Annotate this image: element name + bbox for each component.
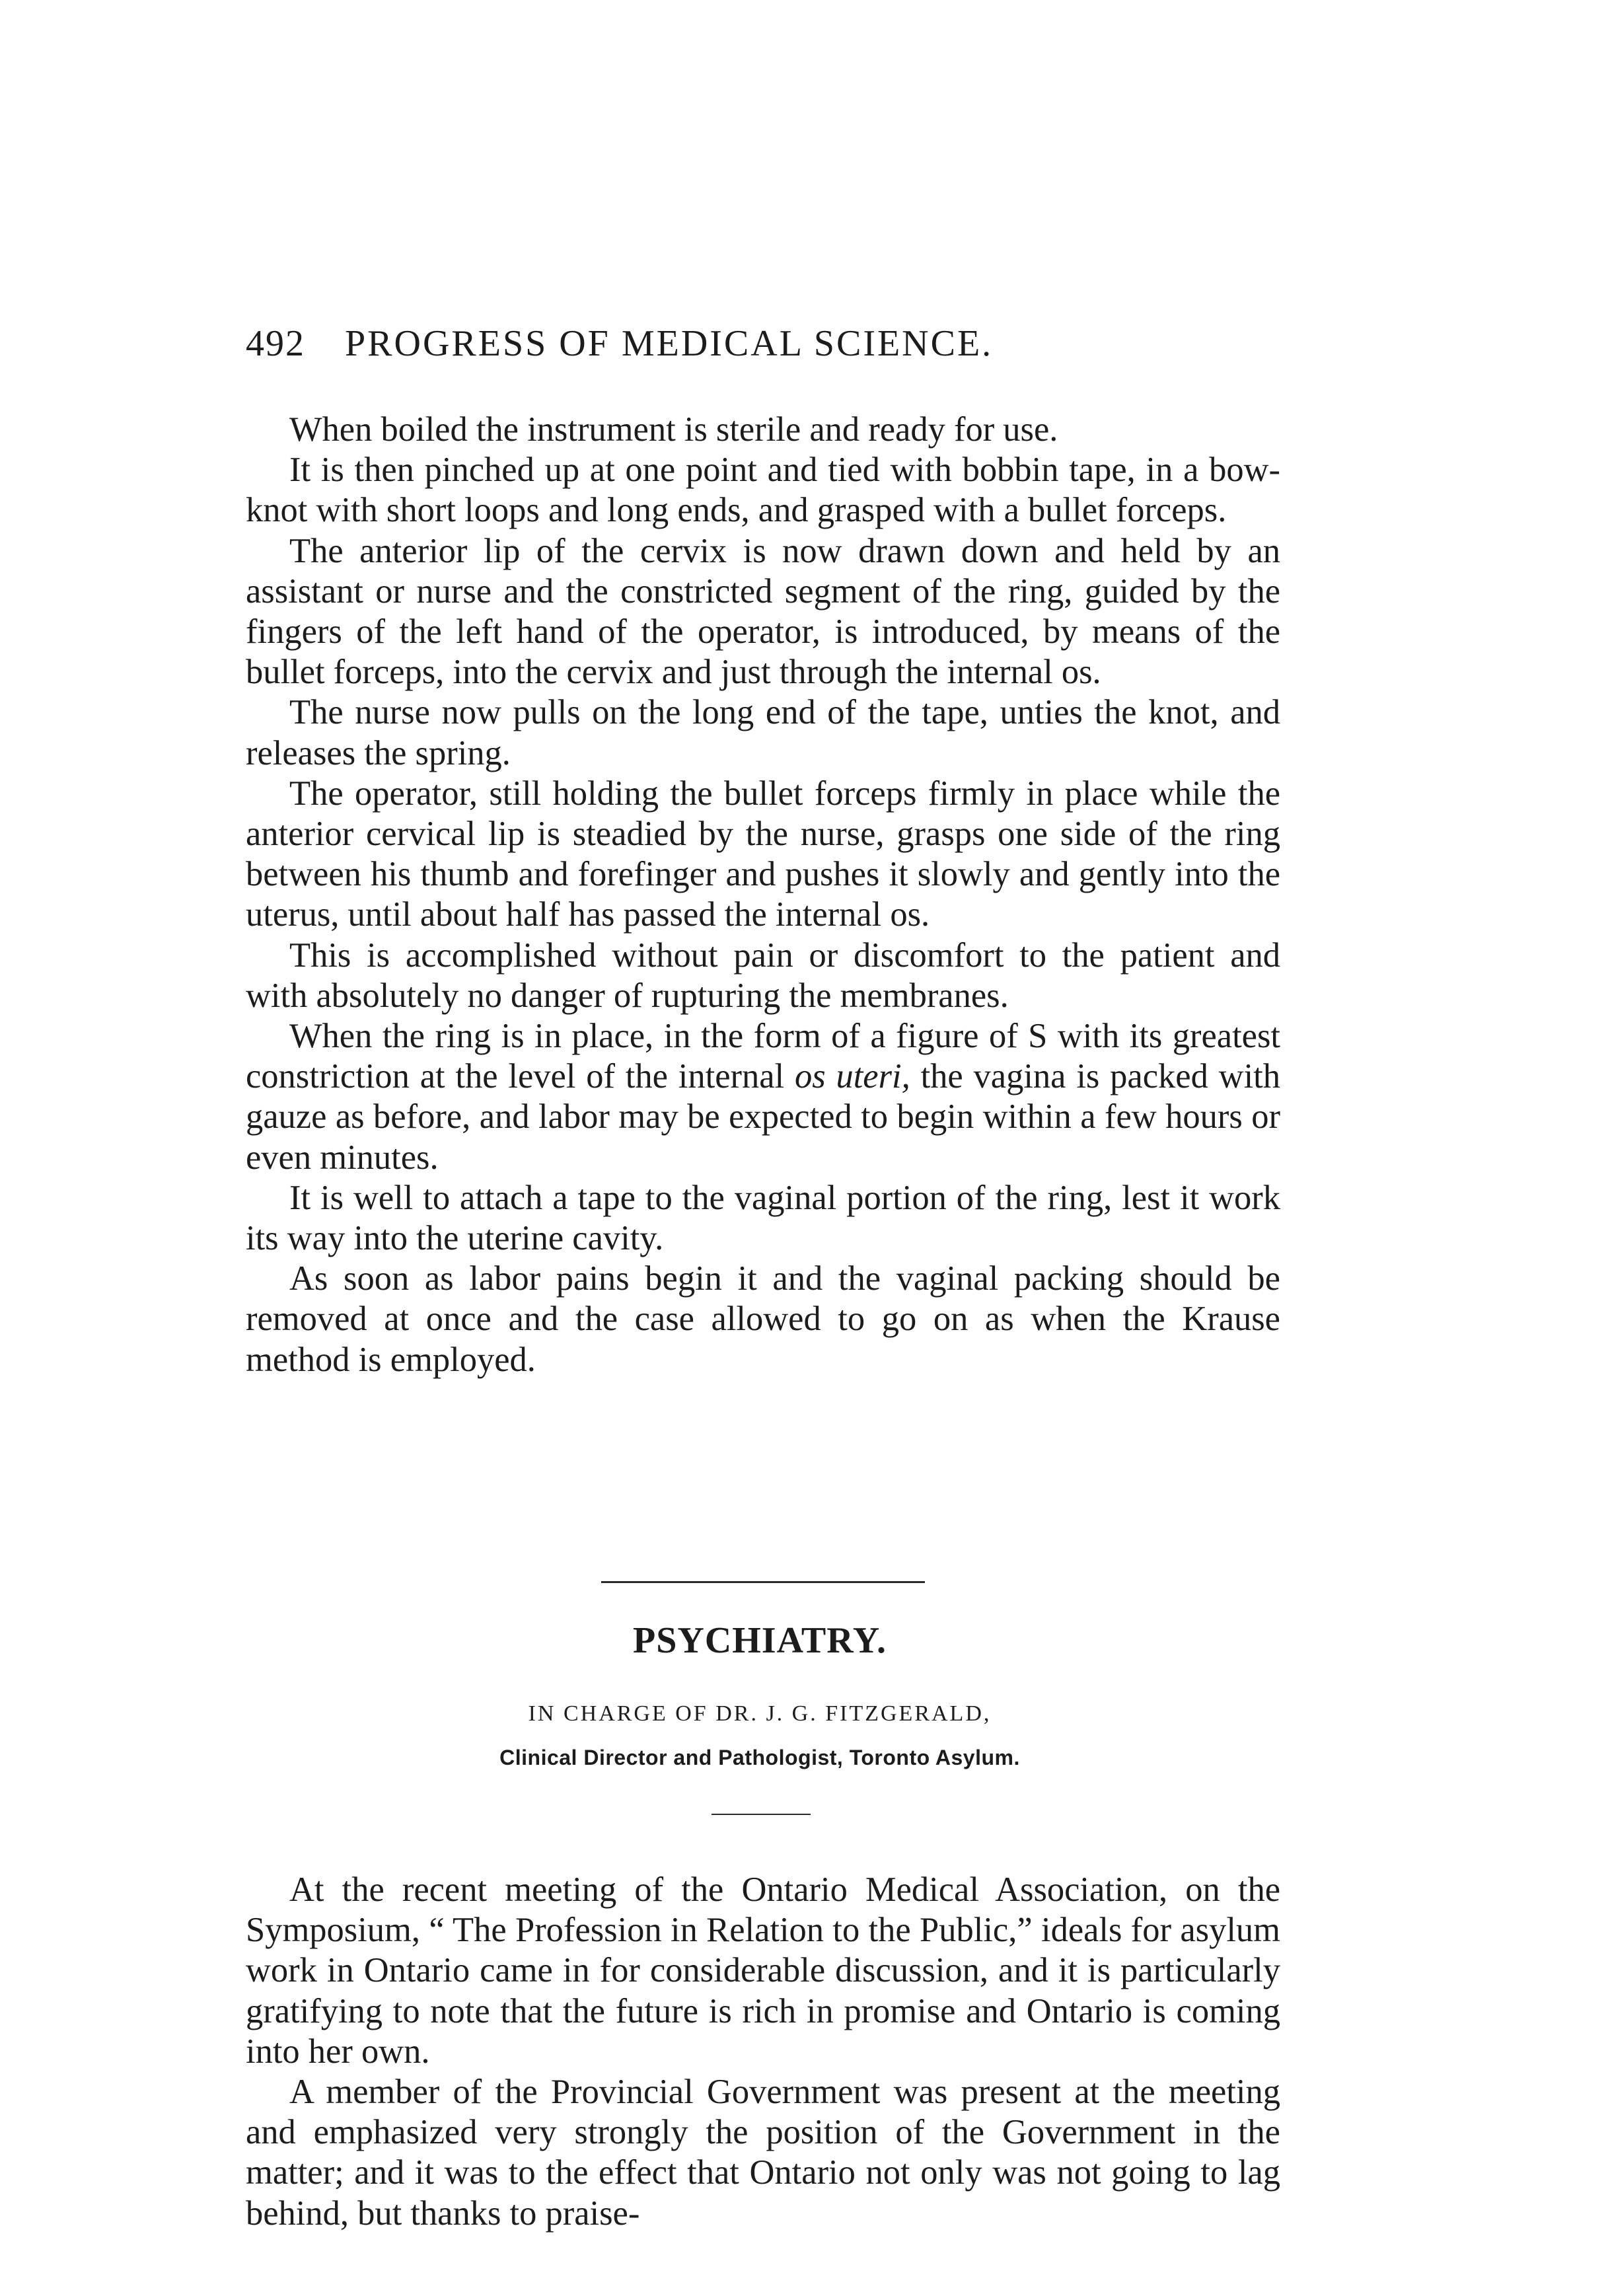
paragraph: It is then pinched up at one point and tied with bobbin tape, in a bow-knot with short loops and long ends, and grasped with a bullet forceps.: [246, 451, 1280, 530]
paragraph: The operator, still holding the bullet forceps firmly in place while the anterior cervical lip is steadied by the nurse, grasps one side of the ring between his thumb and forefinger and pushes it slowly and gently into the uterus, until about half has passed the internal os.: [246, 774, 1280, 934]
section-title: PSYCHIATRY.: [633, 1620, 887, 1661]
section-short-rule: [712, 1814, 811, 1815]
body-text-psychiatry: [246, 1870, 1280, 2234]
paragraph: The nurse now pulls on the long end of the tape, unties the knot, and releases the spring.: [246, 693, 1280, 772]
running-head: [246, 322, 1131, 375]
paragraph-text: When the ring is in place, in the form of a figure of S with its greatest constriction at the level of the internal: [246, 1017, 1280, 1096]
section-affiliation: Clinical Director and Pathologist, Toronto Asylum.: [499, 1746, 1020, 1769]
italic-term: os uteri,: [794, 1057, 910, 1096]
paragraph-text: the vagina is packed with gauze as before, and labor may be expected to begin within a few hours or even minutes.: [246, 1057, 1280, 1177]
paragraph: When boiled the instrument is sterile and ready for use.: [289, 410, 1058, 449]
paragraph: The anterior lip of the cervix is now drawn down and held by an assistant or nurse and the constricted segment of the ring, guided by the fingers of the left hand of the operator, is introduced, by means of the bullet forceps, into the cervix and just through the internal os.: [246, 531, 1280, 692]
page-number: 492: [246, 323, 305, 364]
paragraph: At the recent meeting of the Ontario Medical Association, on the Symposium, “ The Profession in Relation to the Public,” ideals for asylum work in Ontario came in for considerable discussion, and it is particularly gratifying to note that the future is rich in promise and Ontario is coming into her own.: [246, 1870, 1280, 2071]
running-title: PROGRESS OF MEDICAL SCIENCE.: [345, 323, 994, 364]
section-divider: [601, 1581, 925, 1583]
section-byline: IN CHARGE OF DR. J. G. FITZGERALD,: [528, 1701, 992, 1726]
paragraph: This is accomplished without pain or discomfort to the patient and with absolutely no danger of rupturing the membranes.: [246, 936, 1280, 1015]
paragraph: [246, 1016, 1280, 1178]
body-text-upper: [246, 410, 1280, 1380]
paragraph: As soon as labor pains begin it and the vaginal packing should be removed at once and the case allowed to go on as when the Krause method is employed.: [246, 1259, 1280, 1379]
paragraph: It is well to attach a tape to the vaginal portion of the ring, lest it work its way into the uterine cavity.: [246, 1178, 1280, 1258]
paragraph: A member of the Provincial Government was present at the meeting and emphasized very strongly the position of the Government in the matter; and it was to the effect that Ontario not only was not going to lag behind, but thanks to praise-: [246, 2073, 1280, 2233]
